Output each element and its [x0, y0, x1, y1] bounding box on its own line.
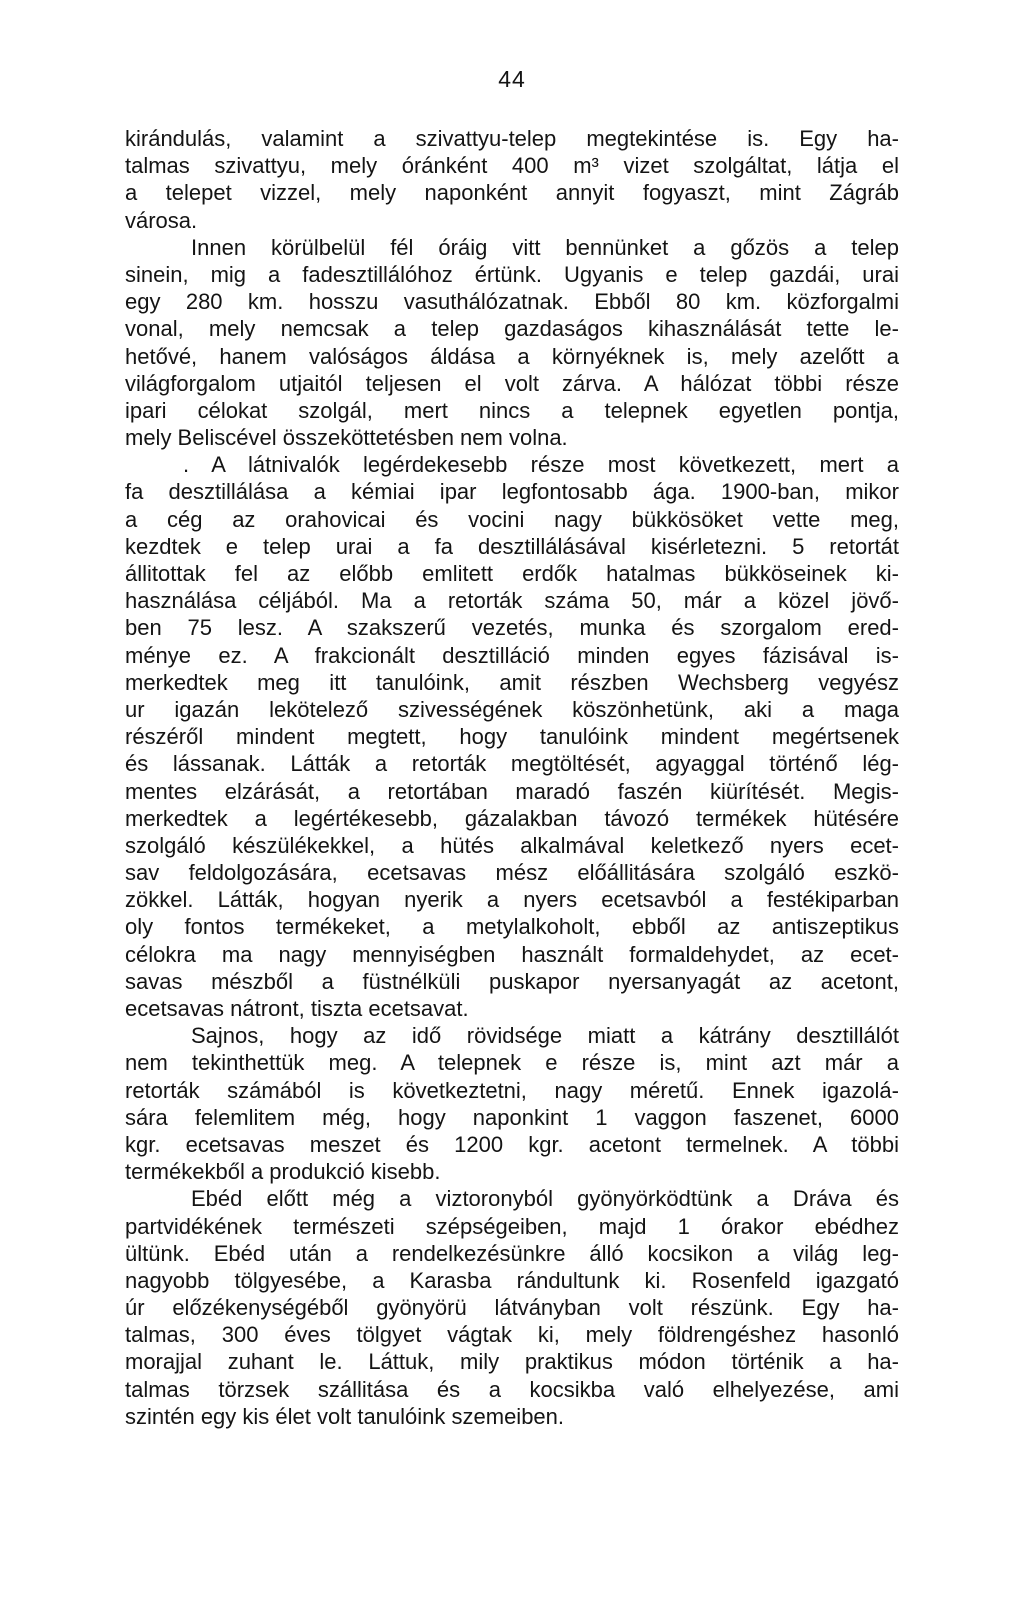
text-line: hetővé, hanem valóságos áldása a környéknek is, mely azelőtt a — [125, 343, 899, 369]
text-line: kgr. ecetsavas meszet és 1200 kgr. acetont termelnek. A többi — [125, 1131, 899, 1157]
text-line: termékekből a produkció kisebb. — [125, 1159, 441, 1185]
text-line: talmas, 300 éves tölgyet vágtak ki, mely földrengéshez hasonló — [125, 1322, 899, 1348]
text-line: egy 280 km. hosszu vasuthálózatnak. Ebből 80 km. közforgalmi — [125, 289, 899, 315]
text-line: szintén egy kis élet volt tanulóink szemeiben. — [125, 1403, 565, 1429]
text-line: úr előzékenységéből gyönyörü látványban volt részünk. Egy ha- — [125, 1295, 899, 1321]
text-line: ecetsavas nátront, tiszta ecetsavat. — [125, 996, 469, 1021]
text-line: részéről mindent megtett, hogy tanulóink mindent megértsenek — [125, 724, 899, 750]
text-line: talmas törzsek szállitása és a kocsikba való elhelyezése, ami — [125, 1376, 899, 1402]
text-line: ur igazán lekötelező szivességének köszönhetünk, aki a maga — [125, 696, 899, 722]
text-line: mely Beliscével összeköttetésben nem volna. — [125, 425, 568, 451]
text-line: kezdtek e telep urai a fa desztillálásával kisérletezni. 5 retortát — [125, 533, 899, 559]
text-line: sára felemlitem még, hogy naponkint 1 vaggon faszenet, 6000 — [125, 1104, 899, 1130]
text-line: sav feldolgozására, ecetsavas mész előállitására szolgáló eszkö- — [125, 860, 899, 886]
text-line: kirándulás, valamint a szivattyu-telep megtekintése is. Egy ha- — [125, 126, 899, 151]
text-line: a telepet vizzel, mely naponként annyit fogyaszt, mint Zágráb — [125, 180, 899, 206]
text-line: merkedtek meg itt tanulóink, amit részben Wechsberg vegyész — [125, 669, 899, 695]
text-line: Innen körülbelül fél óráig vitt bennünket a gőzös a telep — [191, 234, 899, 260]
text-line: ménye ez. A frakcionált desztilláció minden egyes fázisával is- — [125, 642, 899, 668]
text-line: és lássanak. Látták a retorták megtöltését, agyaggal történő lég- — [125, 751, 899, 777]
page-number: 44 — [498, 66, 526, 92]
text-line: használása céljából. Ma a retorták száma 50, már a közel jövő- — [125, 588, 899, 614]
text-line: sinein, mig a fadesztillálóhoz értünk. Ugyanis e telep gazdái, urai — [125, 261, 899, 287]
text-line: nem tekinthettük meg. A telepnek e része is, mint azt már a — [125, 1050, 899, 1076]
text-line: ültünk. Ebéd után a rendelkezésünkre álló kocsikon a világ leg- — [125, 1240, 899, 1266]
text-line: állitottak fel az előbb emlitett erdők hatalmas bükköseinek ki- — [125, 561, 899, 586]
text-line: szolgáló készülékekkel, a hütés alkalmával keletkező nyers ecet- — [125, 832, 899, 858]
text-line: Sajnos, hogy az idő rövidsége miatt a kátrány desztillálót — [191, 1023, 899, 1049]
text-line: nagyobb tölgyesébe, a Karasba rándultunk ki. Rosenfeld igazgató — [125, 1267, 899, 1293]
text-line: célokra ma nagy mennyiségben használt formaldehydet, az ecet- — [125, 941, 899, 967]
text-line: világforgalom utjaitól teljesen el volt zárva. A hálózat többi része — [125, 370, 899, 396]
text-line: városa. — [125, 207, 198, 233]
text-line: ben 75 lesz. A szakszerű vezetés, munka és szorgalom ered- — [125, 615, 899, 641]
text-line: oly fontos termékeket, a metylalkoholt, ebből az antiszeptikus — [125, 914, 899, 940]
text-line: . A látnivalók legérdekesebb része most következett, mert a — [183, 452, 899, 478]
text-line: ipari célokat szolgál, mert nincs a telepnek egyetlen pontja, — [125, 397, 899, 423]
body-text — [125, 125, 899, 1430]
text-line: Ebéd előtt még a viztoronyból gyönyörködtünk a Dráva és — [191, 1186, 899, 1212]
text-line: talmas szivattyu, mely óránként 400 m³ vizet szolgáltat, látja el — [125, 153, 899, 179]
text-line: retorták számából is következtetni, nagy méretű. Ennek igazolá- — [125, 1077, 899, 1103]
text-line: savas mészből a füstnélküli puskapor nyersanyagát az acetont, — [125, 968, 899, 994]
text-line: zökkel. Látták, hogyan nyerik a nyers ecetsavból a festékiparban — [125, 887, 899, 913]
text-line: partvidékének természeti szépségeiben, majd 1 órakor ebédhez — [125, 1213, 899, 1239]
text-line: fa desztillálása a kémiai ipar legfontosabb ága. 1900-ban, mikor — [125, 479, 899, 505]
text-line: vonal, mely nemcsak a telep gazdaságos kihasználását tette le- — [125, 316, 899, 342]
text-line: mentes elzárását, a retortában maradó faszén kiürítését. Megis- — [125, 778, 899, 804]
text-line: a cég az orahovicai és vocini nagy bükkösöket vette meg, — [125, 506, 899, 532]
text-line: merkedtek a legértékesebb, gázalakban távozó termékek hütésére — [125, 805, 899, 831]
text-line: morajjal zuhant le. Láttuk, mily praktikus módon történik a ha- — [125, 1349, 899, 1375]
